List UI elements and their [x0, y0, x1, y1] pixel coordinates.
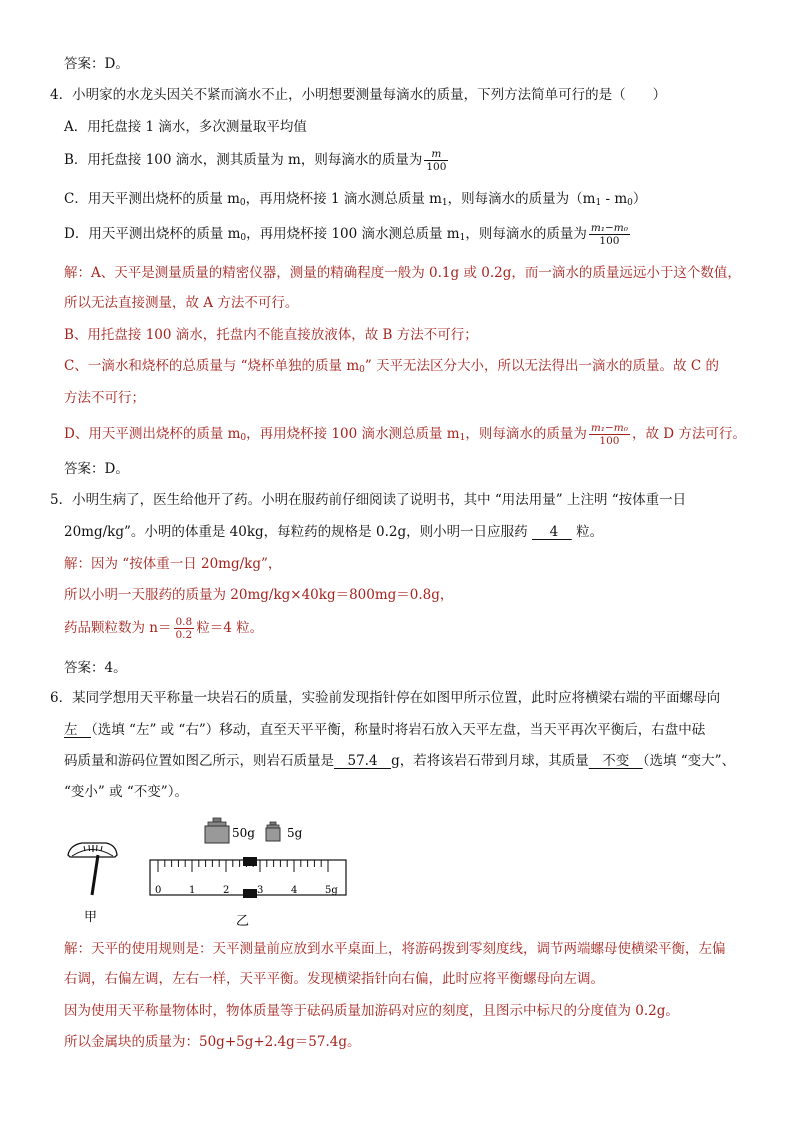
- weight-5g-label: 5g: [287, 826, 303, 840]
- q4-solution-3: B、用托盘接 100 滴水，托盘内不能直接放液体，故 B 方法不可行；: [64, 327, 478, 343]
- q6-solution-2: 右调，右偏左调，左右一样，天平平衡。发现横梁指针向右偏，此时应将平衡螺母向左调。: [64, 971, 604, 987]
- q5-answer: 答案：4。: [64, 660, 127, 676]
- q6-solution-1: 解：天平的使用规则是：天平测量前应放到水平桌面上，将游码拨到零刻度线，调节两端螺母使横梁平衡，左偏: [64, 941, 726, 957]
- q4-stem: 4．小明家的水龙头因关不紧而滴水不止，小明想要测量每滴水的质量，下列方法简单可行的是（ ）: [50, 87, 667, 103]
- weight-5g-icon: [266, 822, 280, 841]
- balance-figure: [62, 815, 382, 930]
- pointer-dial-icon: [68, 843, 117, 895]
- weight-50g-label: 50g: [232, 826, 255, 840]
- q6-solution-4: 所以金属块的质量为：50g+5g+2.4g＝57.4g。: [64, 1034, 361, 1050]
- q4-option-c: C．用天平测出烧杯的质量 $m_0$，再用烧杯接 1 滴水测总质量 $m_1$，则每滴水的质量为$(m_1 - m_0)$: [64, 191, 647, 208]
- scale-label: 2: [223, 885, 230, 896]
- scale-label: 1: [189, 885, 196, 896]
- q4-option-a: A．用托盘接 1 滴水，多次测量取平均值: [64, 119, 307, 135]
- q4-solution-1: 解：A、天平是测量质量的精密仪器，测量的精确程度一般为 0.1g 或 0.2g，而一滴水的质量远远小于这个数值，: [64, 265, 741, 281]
- scale-label: 5g: [325, 885, 338, 896]
- q6-solution-3: 因为使用天平称量物体时，物体质量等于砝码质量加游码对应的刻度，且图示中标尺的分度值为 0.2g。: [64, 1003, 679, 1019]
- scale-label: 0: [155, 885, 162, 896]
- q6-stem-2: 左 （选填 “左” 或 “右”）移动，直至天平平衡，称量时将岩石放入天平左盘，当天平再次平衡后，右盘中砝: [64, 722, 706, 738]
- q6-stem-1: 6．某同学想用天平称量一块岩石的质量，实验前发现指针停在如图甲所示位置，此时应将横梁右端的平面螺母向: [50, 690, 721, 706]
- q5-blank: 4: [531, 524, 572, 540]
- q6-stem-4: “变小” 或 “不变”）。: [64, 784, 188, 800]
- q4-solution-6: D、用天平测出烧杯的质量 $m_0$，再用烧杯接 100 滴水测总质量 $m_1$，则每滴水的质量为 $\frac{\text{m₁−m₀}}{100}$ ，故 D 方法可行。: [64, 422, 746, 447]
- q6-stem-3: 码质量和游码位置如图乙所示，则岩石质量是 57.4 g，若将该岩石带到月球，其质量 不变 （选填 “变大”、: [64, 753, 736, 769]
- fraction: $\frac{0.8}{0.2}$: [175, 616, 193, 641]
- q4-solution-5: 方法不可行；: [64, 390, 145, 406]
- q5-stem-1: 5．小明生病了，医生给他开了药。小明在服药前仔细阅读了说明书，其中 “用法用量” 上注明 “按体重一日: [50, 492, 687, 508]
- q4-option-d: D．用天平测出烧杯的质量 $m_0$，再用烧杯接 100 滴水测总质量 $m_1$，则每滴水的质量为 $\frac{\text{m₁−m₀}}{100}$: [64, 222, 628, 247]
- q6-blank-3: 不变: [588, 753, 643, 769]
- prev-answer: 答案：D。: [64, 56, 129, 72]
- weight-50g-icon: [205, 818, 229, 843]
- fig-yi-label: 乙: [236, 914, 250, 929]
- fig-jia-label: 甲: [84, 910, 98, 925]
- q4-option-b: B．用托盘接 100 滴水，测其质量为 m，则每滴水的质量为 $\frac{m}{100}$: [64, 148, 447, 173]
- fraction: $\frac{\text{m₁−m₀}}{100}$: [590, 222, 628, 247]
- rider-top: [243, 857, 257, 866]
- q5-solution-2: 所以小明一天服药的质量为 20mg/kg×40kg＝800mg＝0.8g，: [64, 587, 454, 603]
- q4-solution-2: 所以无法直接测量，故 A 方法不可行。: [64, 295, 299, 311]
- q6-blank-2: 57.4: [334, 753, 392, 769]
- rider-bottom: [243, 889, 257, 898]
- q4-answer: 答案：D。: [64, 461, 129, 477]
- q6-blank-1: 左: [64, 722, 91, 738]
- scale-label: 4: [291, 885, 298, 896]
- scale-label: 3: [257, 885, 264, 896]
- q5-stem-2: 20mg/kg”。小明的体重是 40kg，每粒药的规格是 0.2g，则小明一日应服药 4 粒。: [64, 524, 604, 540]
- q4-solution-4: C、一滴水和烧杯的总质量与 “烧杯单独的质量 $m_0$” 天平无法区分大小，所以无法得出一滴水的质量。故 C 的: [64, 358, 719, 375]
- q5-solution-1: 解：因为 “按体重一日 20mg/kg”，: [64, 556, 282, 572]
- fraction: $\frac{m}{100}$: [426, 148, 447, 173]
- q5-solution-3: 药品颗粒数为 n＝ $\frac{0.8}{0.2}$ 粒＝4 粒。: [64, 616, 264, 641]
- fraction: $\frac{\text{m₁−m₀}}{100}$: [590, 422, 628, 447]
